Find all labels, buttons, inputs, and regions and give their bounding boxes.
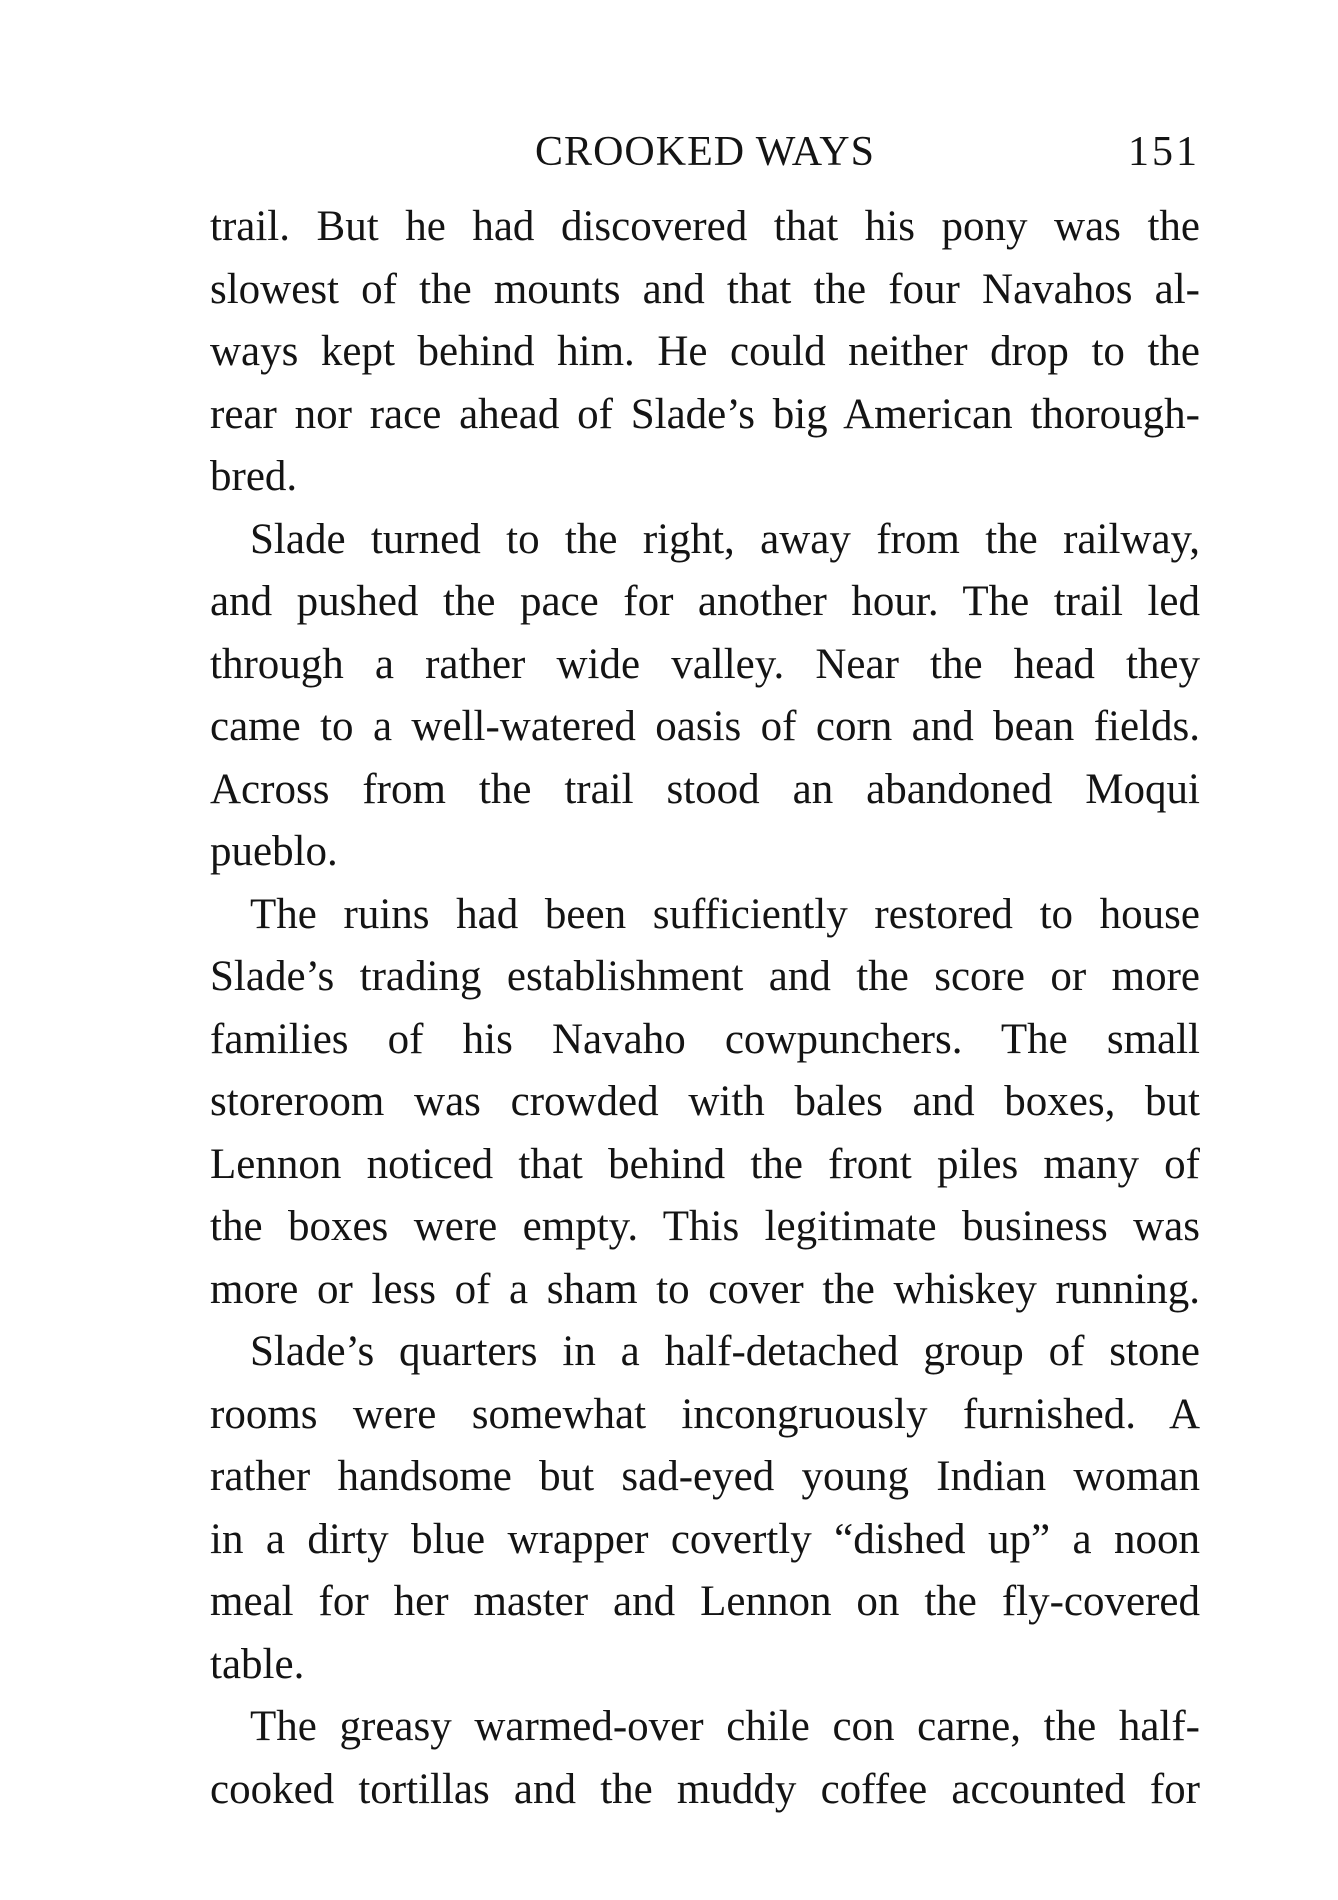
text-line: Slade turned to the right, away from the railway, [250, 515, 1200, 563]
text-line: came to a well-watered oasis of corn and bean fields. [210, 703, 1200, 750]
text-line: more or less of a sham to cover the whiskey running. [210, 1265, 1200, 1313]
text-line: Slade’s quarters in a half-detached group of stone [250, 1328, 1200, 1375]
text-line: ways kept behind him. He could neither drop to the [210, 328, 1200, 375]
text-line: families of his Navaho cowpunchers. The small [210, 1015, 1200, 1063]
text-line: cooked tortillas and the muddy coffee accounted for [210, 1765, 1200, 1813]
text-line: the boxes were empty. This legitimate business was [210, 1203, 1200, 1250]
text-line: The greasy warmed-over chile con carne, the half- [250, 1703, 1200, 1750]
text-line: Slade’s trading establishment and the score or more [210, 953, 1200, 1000]
text-line: table. [210, 1640, 305, 1688]
text-line: through a rather wide valley. Near the head they [210, 640, 1200, 688]
running-head [210, 128, 1200, 178]
text-line: pueblo. [210, 828, 338, 875]
text-line: The ruins had been sufficiently restored to house [250, 890, 1200, 938]
text-line: rather handsome but sad-eyed young Indian woman [210, 1453, 1200, 1500]
text-line: and pushed the pace for another hour. The trail led [210, 578, 1200, 625]
text-line: slowest of the mounts and that the four Navahos al- [210, 265, 1200, 313]
text-line: storeroom was crowded with bales and boxes, but [210, 1078, 1200, 1125]
text-line: Lennon noticed that behind the front piles many of [210, 1140, 1200, 1188]
text-line: rooms were somewhat incongruously furnished. A [210, 1390, 1200, 1438]
page-number: 151 [1128, 129, 1200, 175]
text-line: rear nor race ahead of Slade’s big American thorough- [210, 390, 1200, 438]
text-line: in a dirty blue wrapper covertly “dished up” a noon [210, 1515, 1200, 1563]
text-line: Across from the trail stood an abandoned Moqui [210, 765, 1200, 813]
text-line: trail. But he had discovered that his pony was the [210, 203, 1200, 250]
text-line: meal for her master and Lennon on the fly-covered [210, 1578, 1200, 1625]
text-line: bred. [210, 453, 298, 500]
running-title: CROOKED WAYS [535, 129, 875, 175]
body-text [210, 196, 1200, 1821]
